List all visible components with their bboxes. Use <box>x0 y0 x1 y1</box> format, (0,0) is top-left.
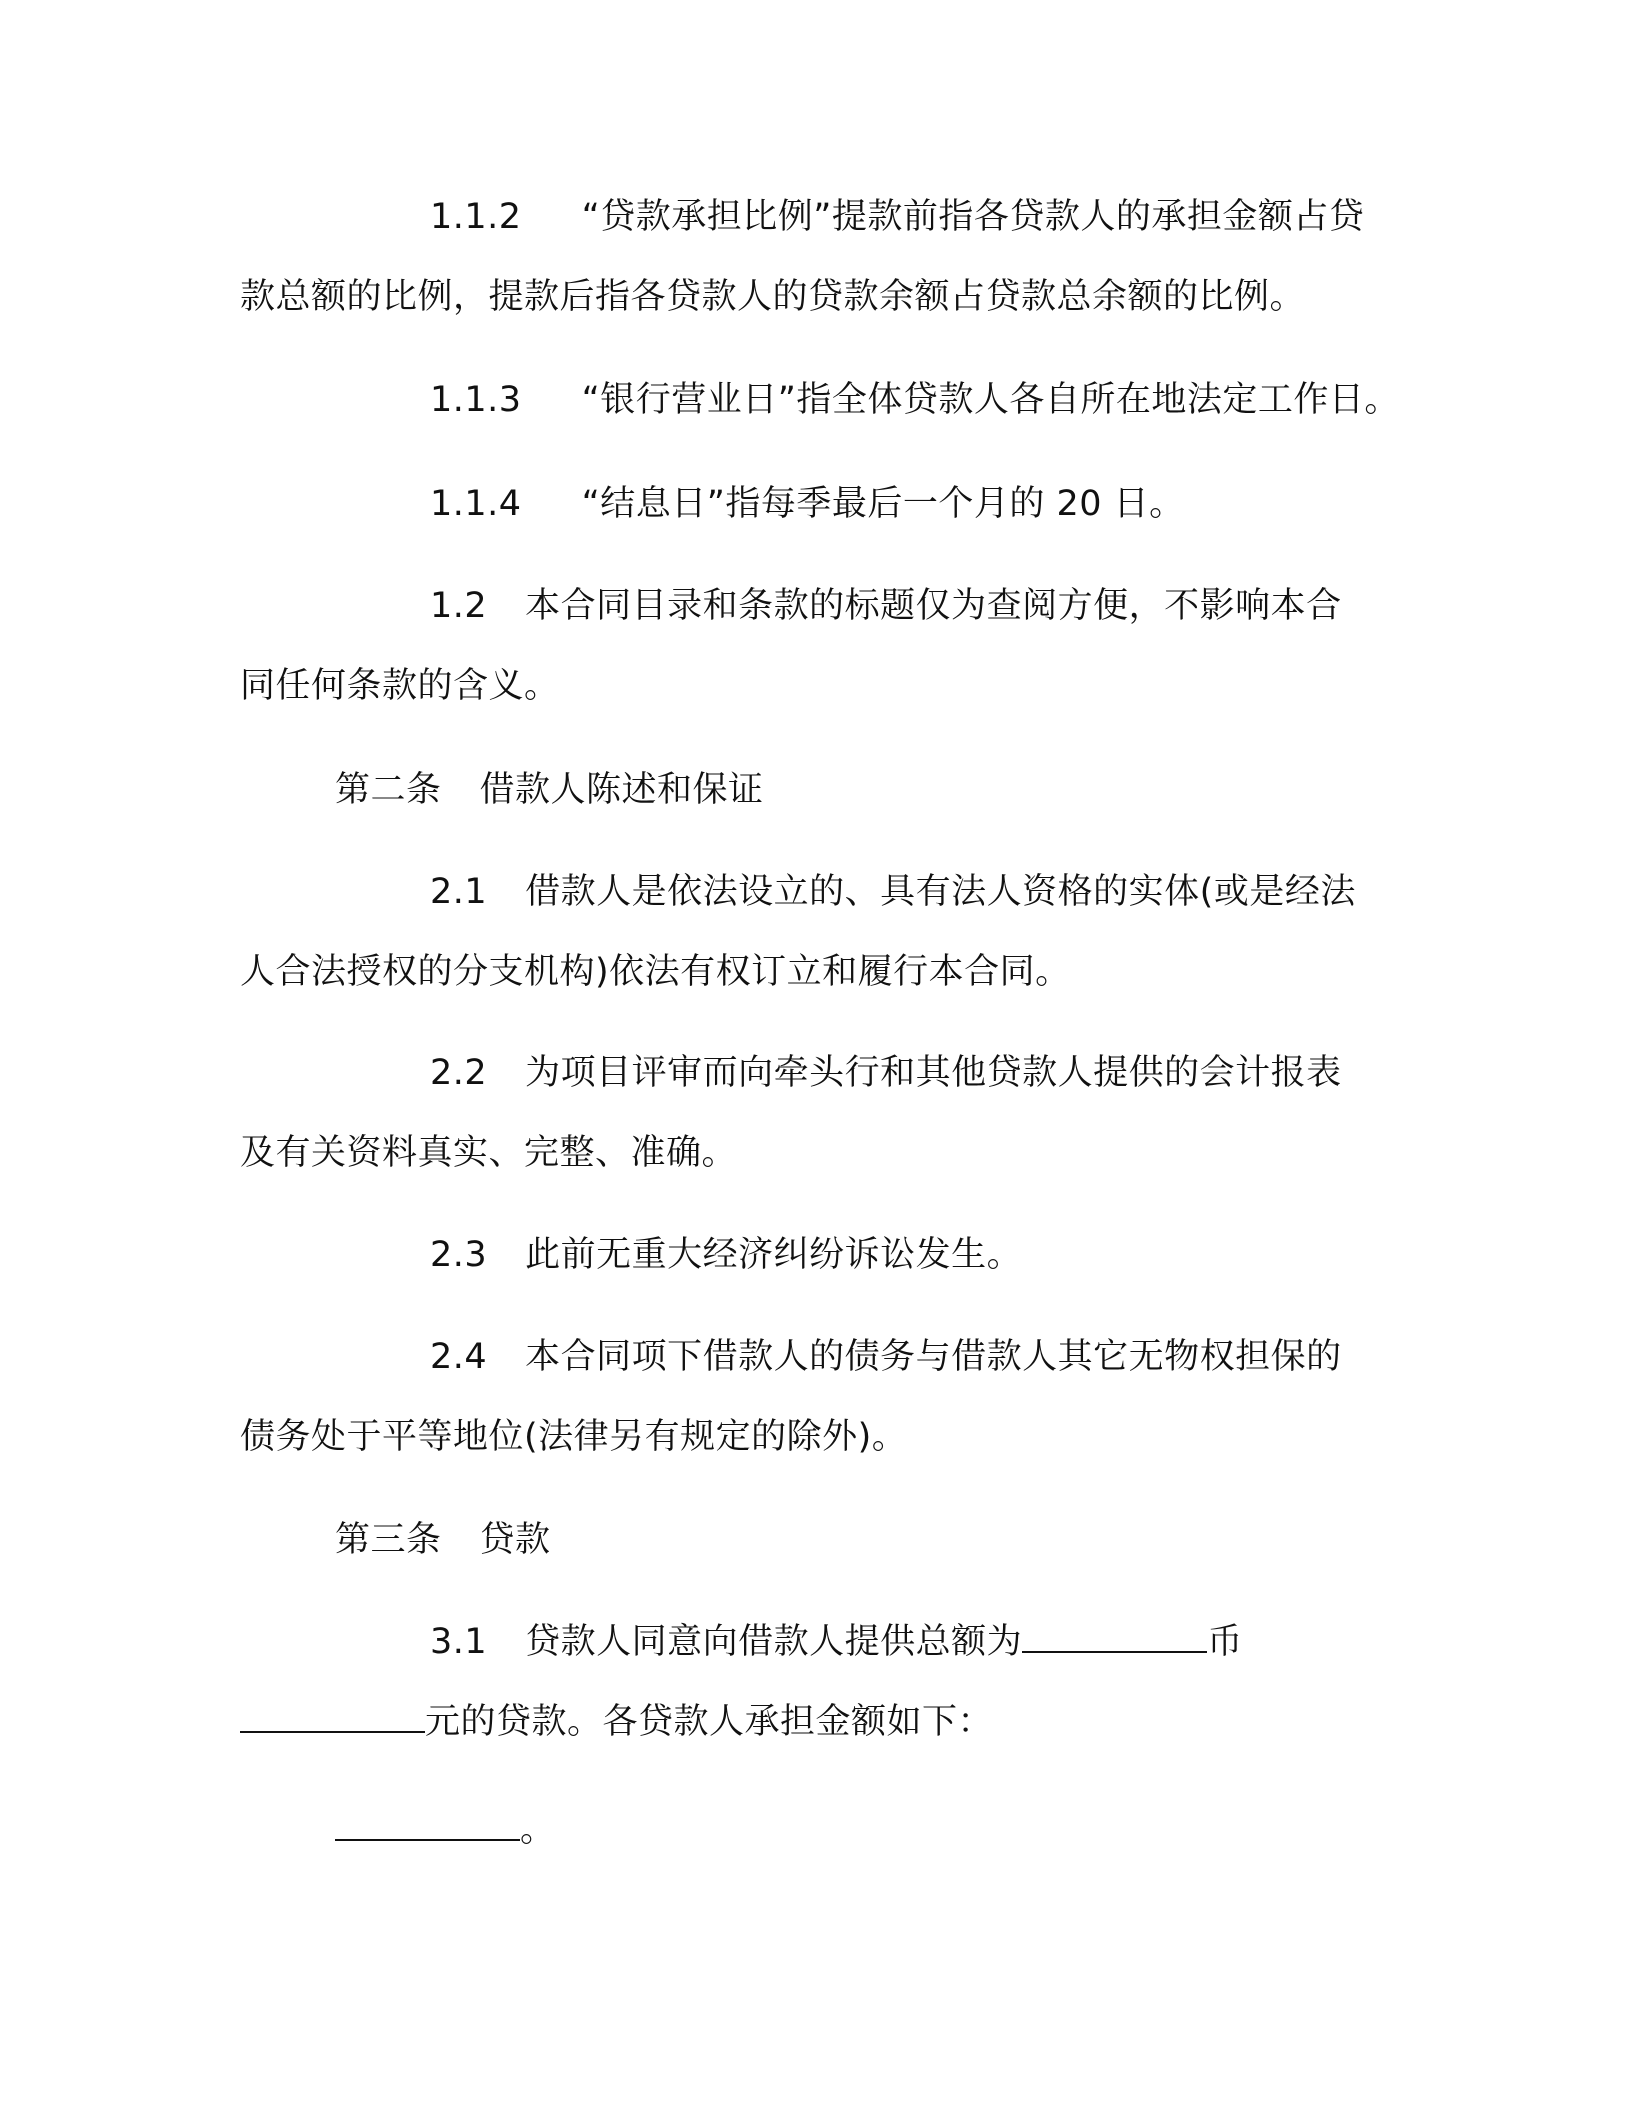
clause-text: 此前无重大经济纠纷诉讼发生。 <box>525 1235 1023 1275</box>
clause-number: 2.2 <box>430 1053 488 1093</box>
clause-number: 1.1.4 <box>430 484 522 524</box>
end-mark: 。 <box>520 1810 556 1850</box>
clause-text-after: 元的贷款。各贷款人承担金额如下： <box>425 1702 994 1742</box>
clause-text: 为项目评审而向牵头行和其他贷款人提供的会计报表及有关资料真实、完整、准确。 <box>240 1053 1342 1173</box>
article-title: 贷款 <box>479 1520 551 1560</box>
clause-number: 2.4 <box>430 1337 488 1377</box>
article-3-heading <box>240 1500 1370 1580</box>
article-label: 第三条 <box>335 1520 442 1560</box>
clause-number: 1.1.2 <box>430 197 522 237</box>
clause-text: “银行营业日”指全体贷款人各自所在地法定工作日。 <box>581 380 1400 420</box>
clause-number: 2.1 <box>430 872 488 912</box>
clause-1-1-3 <box>240 360 1400 440</box>
clause-text: “贷款承担比例”提款前指各贷款人的承担金额占贷款总额的比例，提款后指各贷款人的贷款余额占贷款总余额的比例。 <box>240 197 1365 317</box>
lender-amount-blank[interactable] <box>335 1809 520 1841</box>
clause-number: 1.1.3 <box>430 380 522 420</box>
article-label: 第二条 <box>335 770 442 810</box>
currency-word: 币 <box>1207 1622 1243 1662</box>
clause-2-2 <box>240 1033 1370 1193</box>
clause-number: 3.1 <box>430 1622 488 1662</box>
clause-text: 借款人是依法设立的、具有法人资格的实体(或是经法人合法授权的分支机构)依法有权订立和履行本合同。 <box>240 872 1356 992</box>
clause-1-2 <box>240 566 1370 726</box>
clause-number: 1.2 <box>430 586 488 626</box>
clause-3-1 <box>240 1602 1370 1762</box>
amount-blank-2[interactable] <box>240 1701 425 1733</box>
article-title: 借款人陈述和保证 <box>479 770 764 810</box>
article-2-heading <box>240 750 1370 830</box>
clause-text: 本合同目录和条款的标题仅为查阅方便，不影响本合同任何条款的含义。 <box>240 586 1342 706</box>
clause-text-before: 贷款人同意向借款人提供总额为 <box>525 1622 1023 1662</box>
clause-number: 2.3 <box>430 1235 488 1275</box>
clause-2-1 <box>240 852 1370 1012</box>
clause-2-4 <box>240 1317 1370 1477</box>
lender-amount-line <box>240 1790 1370 1870</box>
clause-1-1-4 <box>240 464 1370 544</box>
clause-text: “结息日”指每季最后一个月的 20 日。 <box>581 484 1185 524</box>
amount-blank-1[interactable] <box>1022 1621 1207 1653</box>
clause-1-1-2 <box>240 177 1370 337</box>
clause-text: 本合同项下借款人的债务与借款人其它无物权担保的债务处于平等地位(法律另有规定的除外)。 <box>240 1337 1342 1457</box>
clause-2-3 <box>240 1215 1370 1295</box>
